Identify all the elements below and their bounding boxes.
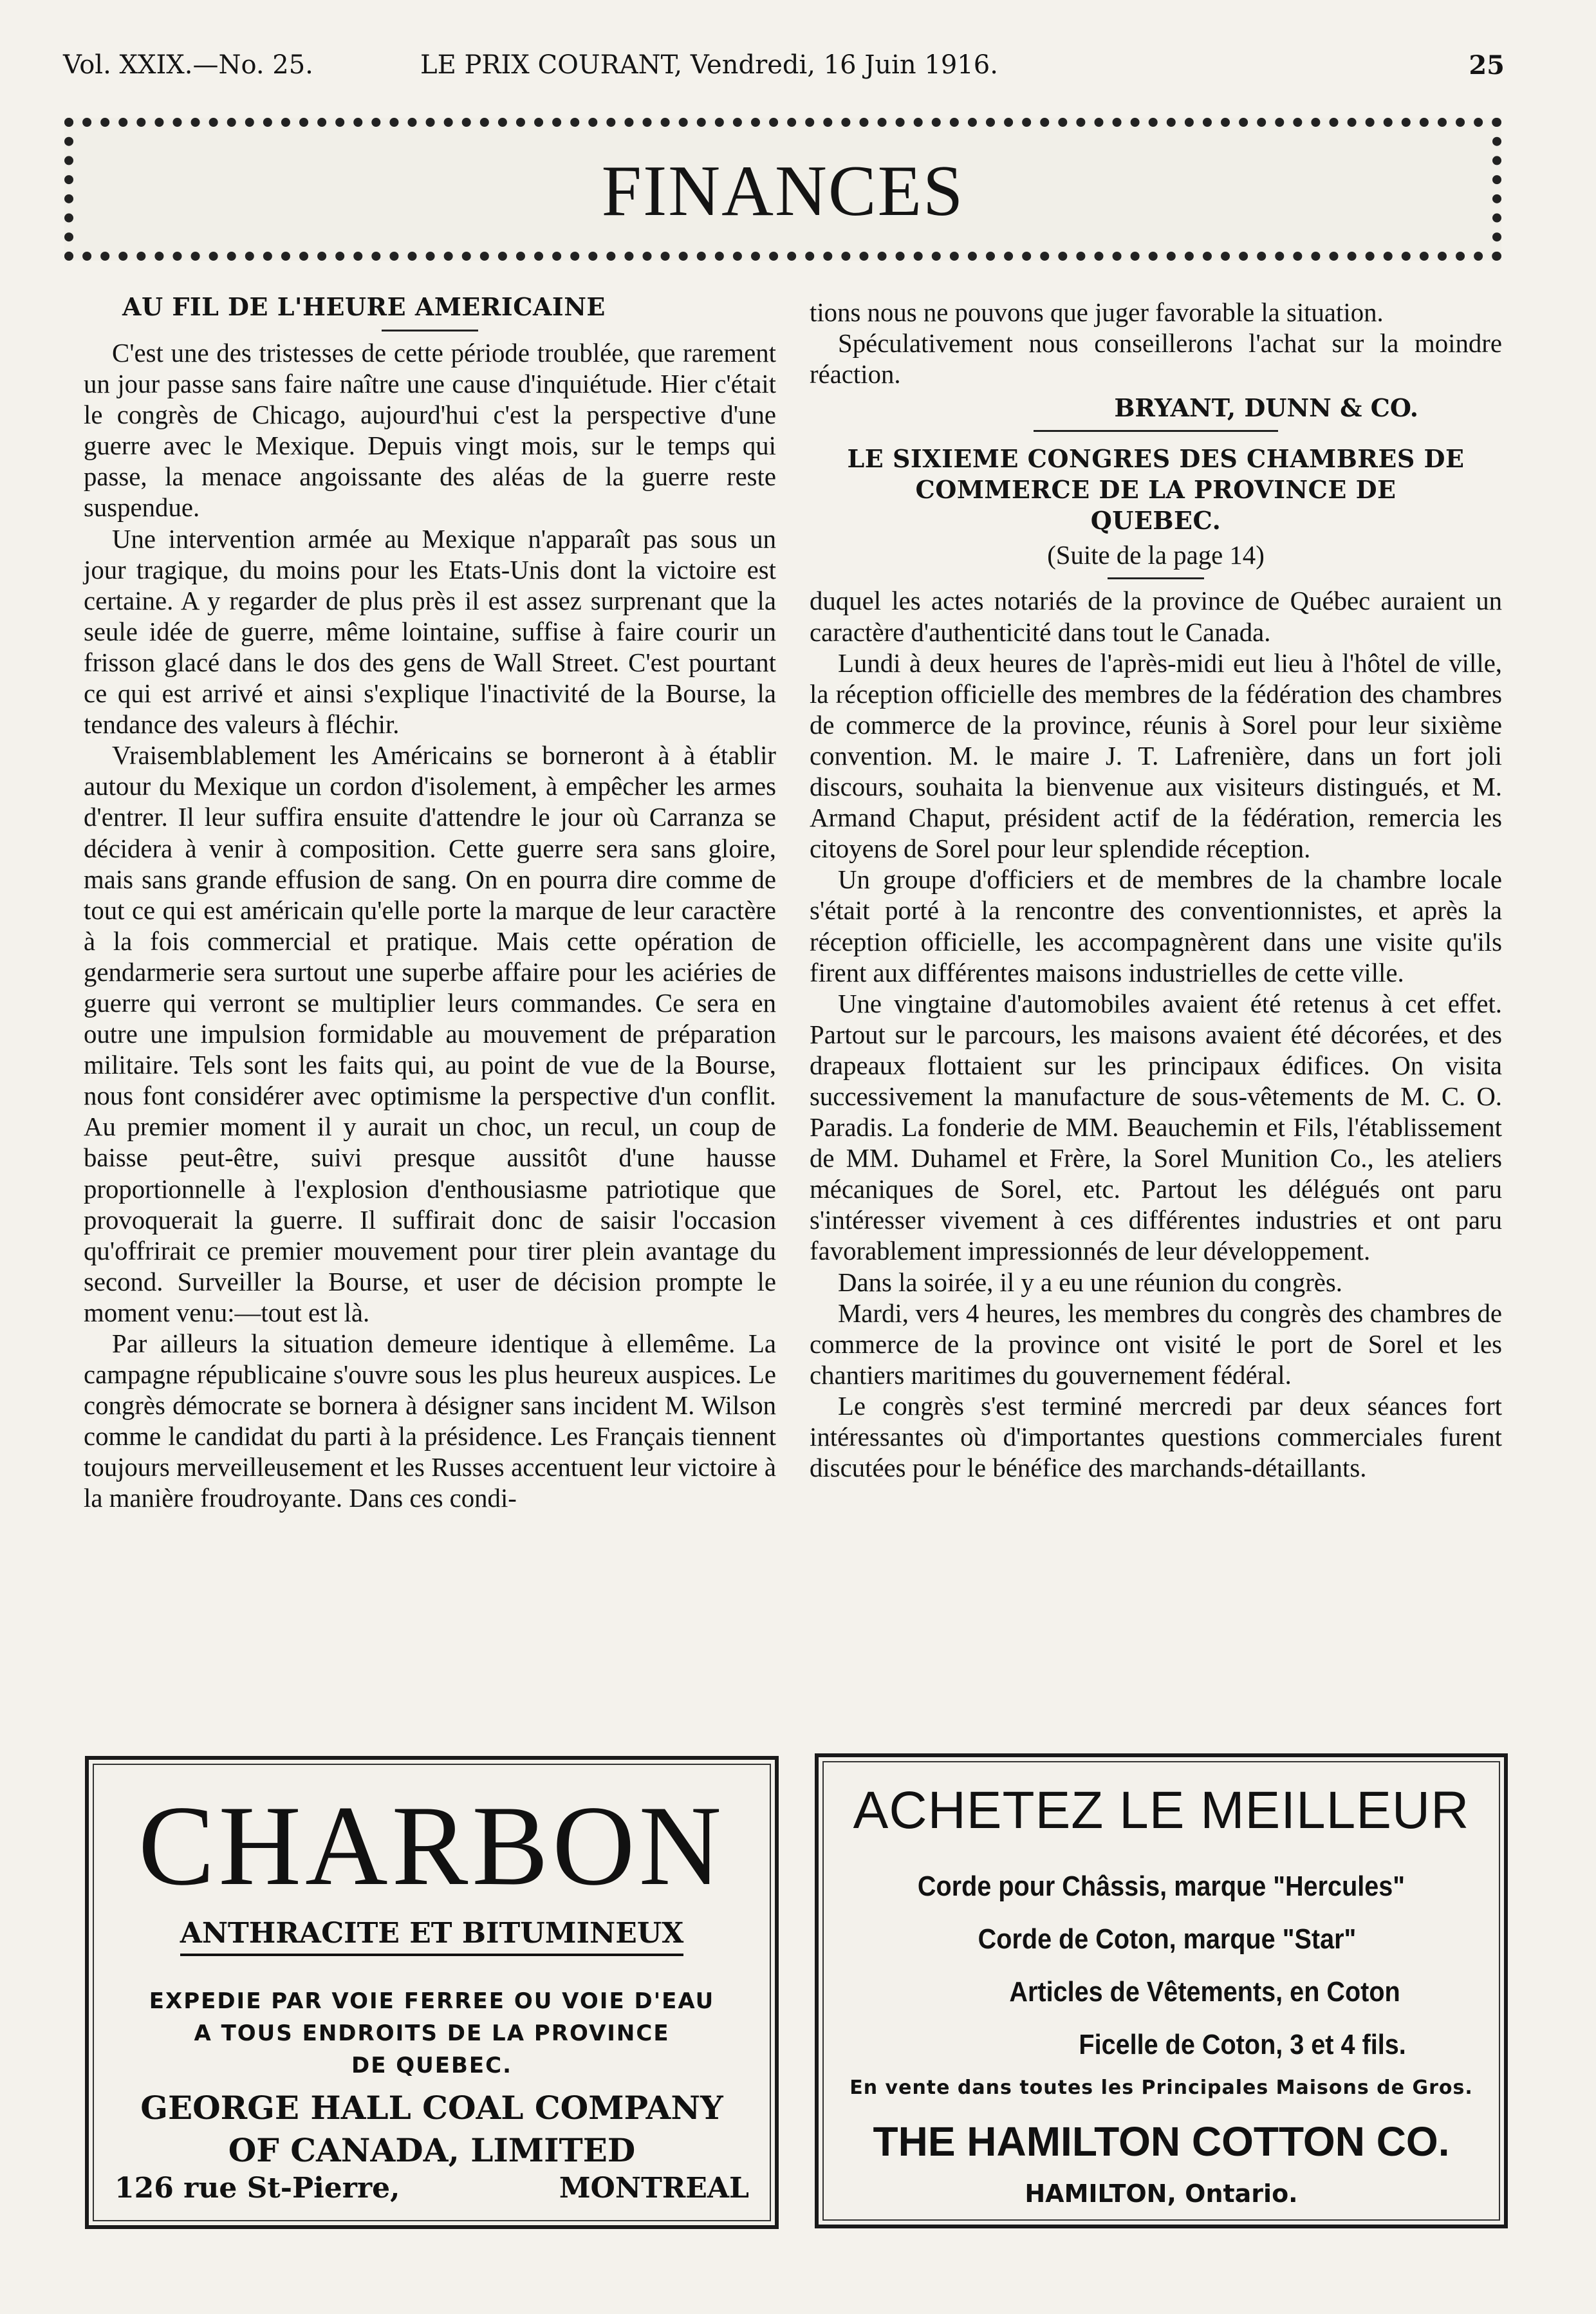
cotton-advertisement	[815, 1753, 1508, 2228]
headline-rule	[382, 330, 478, 331]
left-column	[84, 291, 776, 1515]
page-number: 25	[1469, 50, 1505, 80]
article-headline	[810, 443, 1502, 536]
publication-date: LE PRIX COURANT, Vendredi, 16 Juin 1916.	[420, 50, 998, 80]
coal-advertisement	[85, 1756, 779, 2229]
ad-availability: En vente dans toutes les Principales Maisons de Gros.	[849, 2076, 1473, 2099]
ad-line: DE QUEBEC.	[351, 2053, 513, 2078]
article-paragraph: Une vingtaine d'automobiles avaient été retenus à cet effet. Partout sur le parcours, les maisons avaient été décorées, et des drapeaux flottaient sur les principaux édifices. On visita successivement la manufacture de sous-vêtements de M. C. O. Paradis. La fonderie de MM. Beauchemin et Fils, l'établissement de MM. Duhamel et Frère, la Sorel Munition Co., les ateliers mécaniques de Sorel, etc. Partout les délégués ont paru s'intéresser vivement à ces différentes industries et ont paru favorablement impressionnés de leur développement.	[810, 989, 1502, 1266]
section-title: FINANCES	[601, 151, 965, 231]
volume-number: Vol. XXIX.—No. 25.	[63, 50, 313, 80]
article-paragraph: Mardi, vers 4 heures, les membres du congrès des chambres de commerce de la province ont visité le port de Sorel et les chantiers maritimes du gouvernement fédéral.	[810, 1298, 1502, 1390]
ad-subtitle	[89, 1917, 775, 1950]
article-paragraph: Vraisemblablement les Américains se borneront à à établir autour du Mexique un cordon d'isolement, à empêcher les armes d'entrer. Il leur suffira ensuite d'attendre le jour où Carranza se décidera à venir à composition. Cette guerre sera sans gloire, mais sans grande effusion de sang. On en pourra dire comme de tout ce qui est américain qu'elle porte la marque de leur caractère à la fois commercial et pratique. Mais cette opération de gendarmerie sera surtout une superbe affaire pour les aciéries de guerre qui verront se multiplier leurs commandes. Ce sera en outre une impulsion formidable au mouvement de préparation militaire. Tels sont les faits qui, au point de vue de la Bourse, nous font considérer avec optimisme la perspective d'un conflit. Au premier moment il y aurait un choc, un recul, un coup de baisse peut-être, suivi presque aussitôt d'une hausse proportionnelle à l'explosion d'enthousiasme patriotique que provoquerait la guerre. Il suffirait donc de saisir l'occasion qu'offrirait ce premier mouvement pour tirer plein avantage du second. Surveiller la Bourse, et user de décision prompte le moment venu:—tout est là.	[84, 741, 776, 1327]
running-head	[63, 50, 1505, 89]
article-paragraph: Par ailleurs la situation demeure identique à ellemême. La campagne républicaine s'ouvre sous les plus heureux auspices. Le congrès démocrate se bornera à désigner sans incident M. Wilson comme le candidat du parti à la présidence. Les Français tiennent toujours merveilleusement et les Russes accentuent leur victoire à la manière froudroyante. Dans ces condi-	[84, 1329, 776, 1513]
article-paragraph: Spéculativement nous conseillerons l'achat sur la moindre réaction.	[810, 329, 1502, 389]
ad-title: CHARBON	[138, 1782, 726, 1909]
ad-street: 126 rue St-Pierre,	[115, 2172, 400, 2205]
article-paragraph: Lundi à deux heures de l'après-midi eut lieu à l'hôtel de ville, la réception officielle des membres de la fédération des chambres de commerce de la province, réunis à Sorel pour leur sixième convention. M. le maire J. T. Lafrenière, dans un fort joli discours, souhaita la bienvenue aux visiteurs distingués, et M. Armand Chaput, président actif de la fédération, remercia les citoyens de Sorel pour leur splendide réception.	[810, 648, 1502, 864]
article-headline: AU FIL DE L'HEURE AMERICAINE	[122, 292, 606, 321]
ad-product: Corde de Coton, marque "Star"	[978, 1923, 1357, 1955]
article-signature: BRYANT, DUNN & CO.	[1114, 393, 1418, 423]
ad-product-list	[819, 1860, 1504, 2071]
ad-shipping-info	[127, 1985, 736, 2082]
article-paragraph: Une intervention armée au Mexique n'apparaît pas sous un jour tragique, du moins pour les Etats-Unis dont la victoire est certaine. A y regarder de plus près il est assez surprenant que la seule idée de guerre, même lointaine, suffise à faire courir un frisson glacé dans le dos des gens de Wall Street. C'est pourtant ce qui est arrivé et ainsi s'explique l'inactivité de la Bourse, la tendance des valeurs à fléchir.	[84, 524, 776, 740]
article-paragraph: tions nous ne pouvons que juger favorable la situation.	[810, 298, 1384, 327]
right-column	[810, 297, 1502, 1484]
article-paragraph: duquel les actes notariés de la province de Québec auraient un caractère d'authenticité dans tout le Canada.	[810, 586, 1502, 647]
ad-city: HAMILTON, Ontario.	[1025, 2179, 1298, 2208]
ad-subtitle-text: ANTHRACITE ET BITUMINEUX	[180, 1917, 684, 1956]
headline-rule	[1108, 577, 1204, 579]
article-paragraph: C'est une des tristesses de cette période troublée, que rarement un jour passe sans faire naître une cause d'inquiétude. Hier c'était le congrès de Chicago, aujourd'hui c'est la perspective d'une guerre avec le Mexique. Depuis vingt mois, sur le temps qui passe, la menace angoissante des aléas de la guerre reste suspendue.	[84, 339, 776, 523]
ad-line: A TOUS ENDROITS DE LA PROVINCE	[194, 2020, 670, 2046]
ad-city: MONTREAL	[559, 2172, 749, 2205]
ad-title: ACHETEZ LE MEILLEUR	[853, 1781, 1470, 1840]
ad-line: EXPEDIE PAR VOIE FERREE OU VOIE D'EAU	[149, 1988, 715, 2014]
ad-company	[115, 2087, 749, 2172]
ad-line: GEORGE HALL COAL COMPANY	[140, 2089, 723, 2127]
article-paragraph: Dans la soirée, il y a eu une réunion du congrès.	[838, 1267, 1342, 1297]
ad-product: Articles de Vêtements, en Coton	[1009, 1976, 1400, 2008]
ad-company: THE HAMILTON COTTON CO.	[873, 2118, 1450, 2165]
article-paragraph: Un groupe d'officiers et de membres de la chambre locale s'était porté à la rencontre des conventionnistes, et après la réception officielle, les accompagnèrent dans une visite qu'ils firent aux différentes maisons industrielles de cette ville.	[810, 865, 1502, 987]
section-banner	[64, 118, 1501, 261]
headline-line: COMMERCE DE LA PROVINCE DE	[915, 475, 1396, 505]
headline-line: LE SIXIEME CONGRES DES CHAMBRES DE	[847, 444, 1465, 474]
article-divider	[1034, 430, 1278, 432]
article-paragraph: Le congrès s'est terminé mercredi par deux séances fort intéressantes où d'importantes questions commerciales furent discutées pour le bénéfice des marchands-détaillants.	[810, 1391, 1502, 1483]
ad-line: OF CANADA, LIMITED	[228, 2131, 636, 2169]
continued-note: (Suite de la page 14)	[1047, 541, 1265, 570]
headline-line: QUEBEC.	[1090, 506, 1221, 536]
ad-product: Ficelle de Coton, 3 et 4 fils.	[1079, 2029, 1406, 2060]
ad-product: Corde pour Châssis, marque "Hercules"	[917, 1871, 1406, 1902]
